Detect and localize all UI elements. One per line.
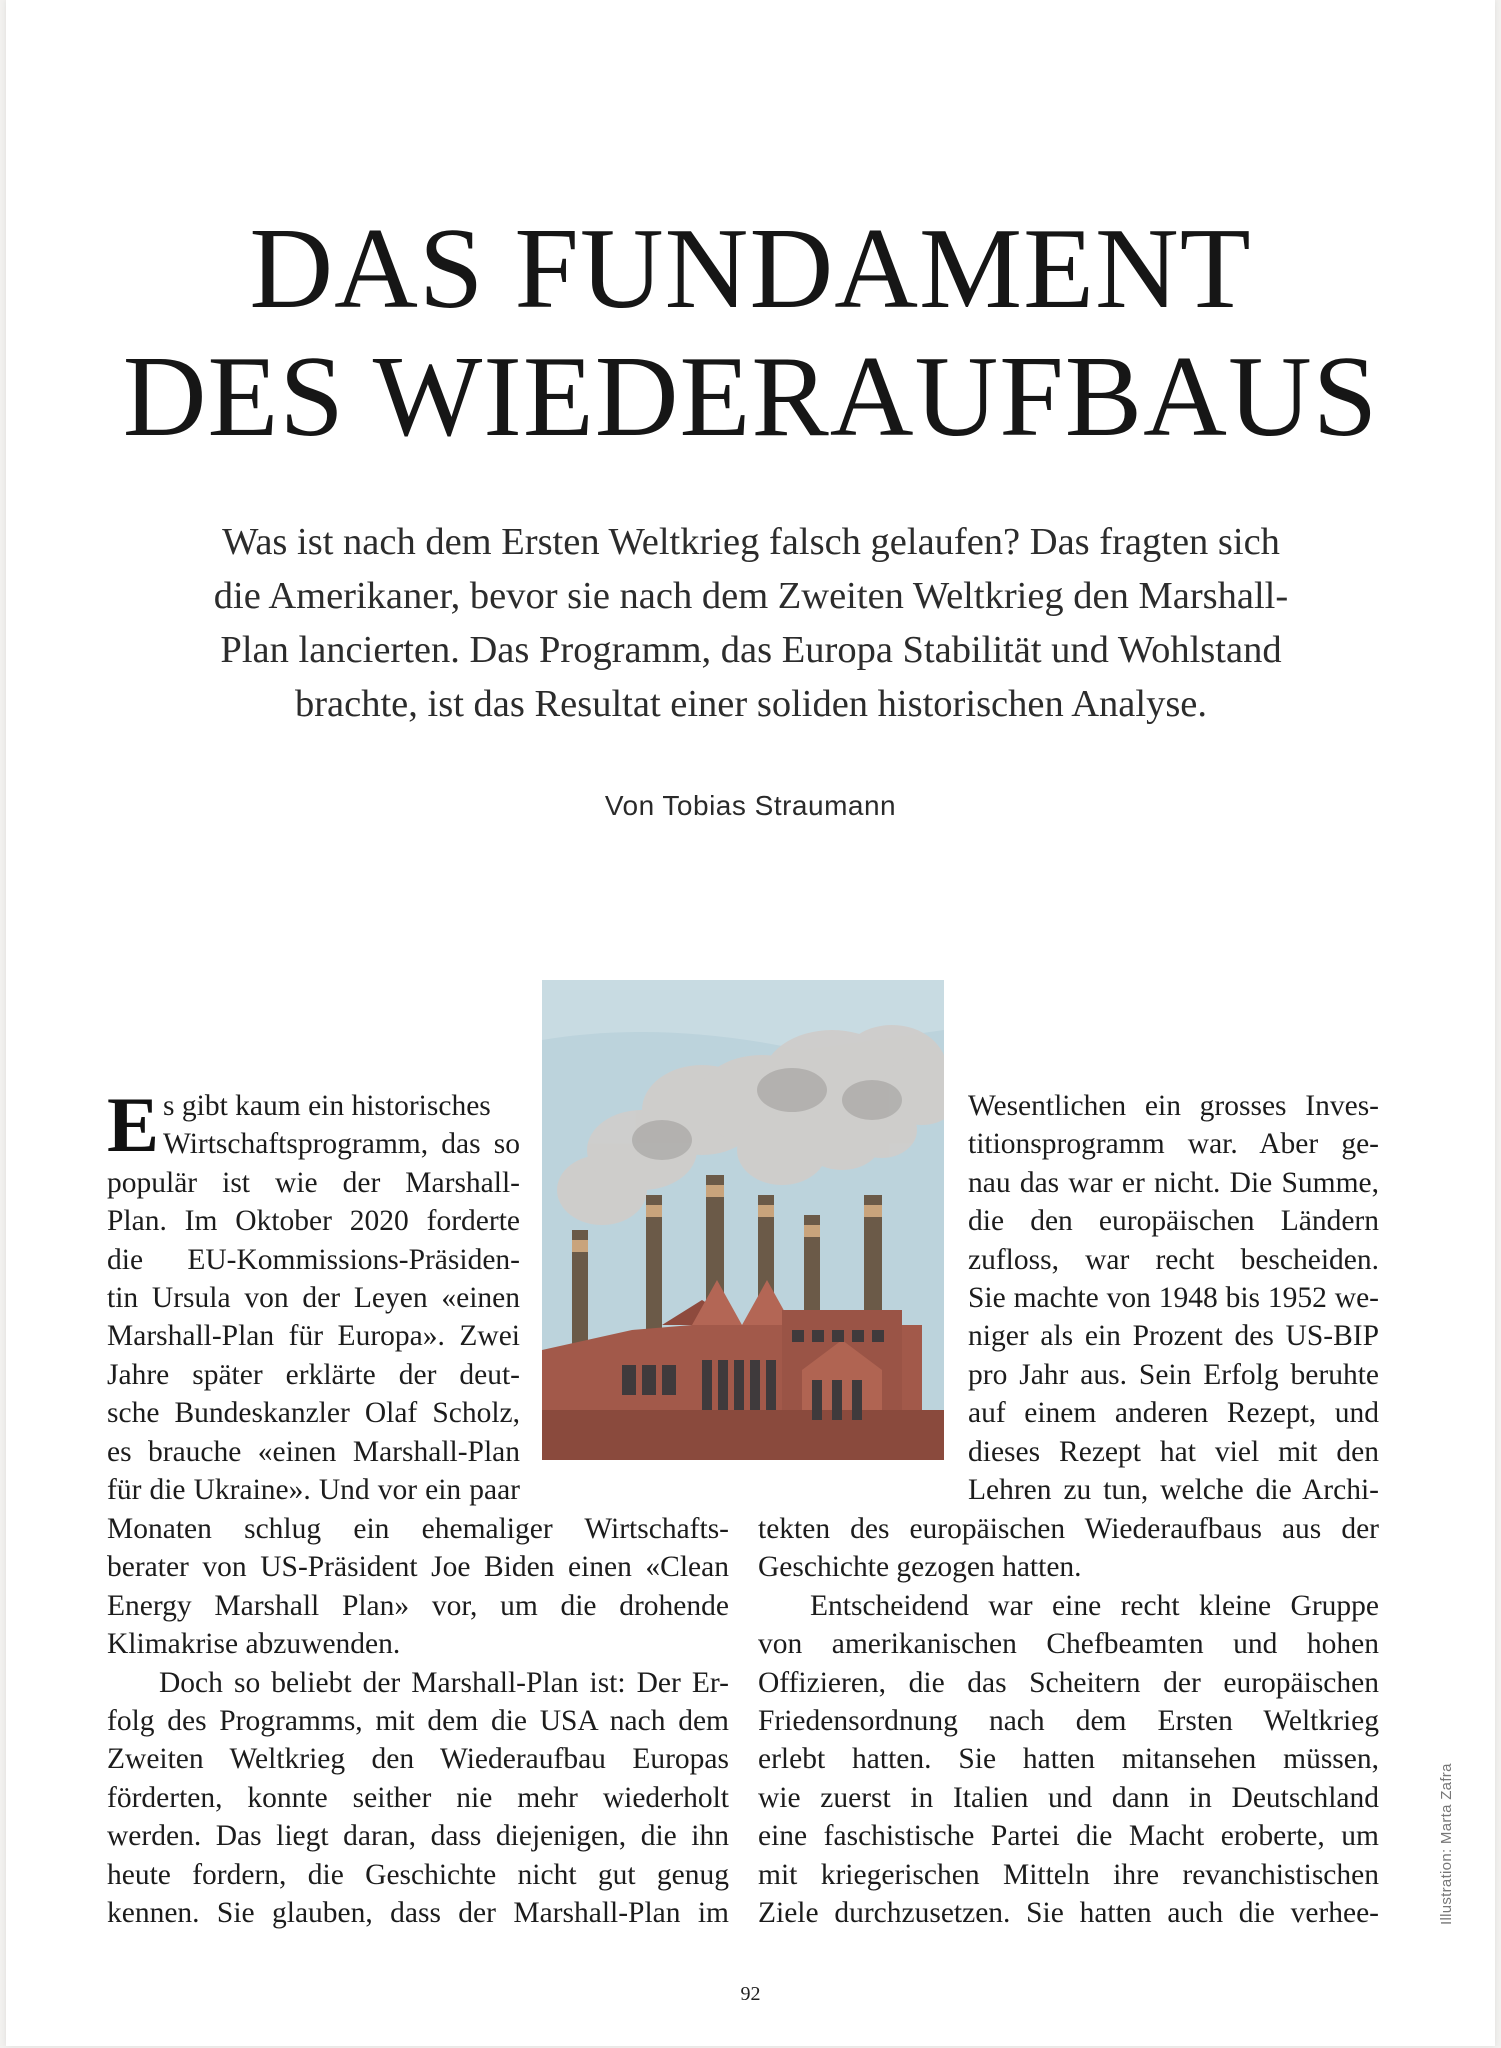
lead-line: Was ist nach dem Ersten Weltkrieg falsch gelaufen? Das fragten sich bbox=[222, 521, 1280, 563]
text-line: erlebt hatten. Sie hatten mitansehen müssen, bbox=[758, 1743, 1379, 1776]
text-line: Jahre später erklärte der deut- bbox=[107, 1358, 520, 1391]
text-line: dieses Rezept hat viel mit den bbox=[968, 1435, 1379, 1468]
magazine-page bbox=[6, 0, 1495, 2046]
text-line: es brauche «einen Marshall-Plan bbox=[107, 1435, 520, 1468]
text-line: titionsprogramm war. Aber ge- bbox=[968, 1128, 1379, 1161]
text-line: Lehren zu tun, welche die Archi- bbox=[968, 1473, 1379, 1506]
column-left-bottom bbox=[107, 1510, 729, 1932]
text-line: werden. Das liegt daran, dass diejenigen, die ihn bbox=[107, 1820, 729, 1853]
text-line: populär ist wie der Marshall- bbox=[107, 1166, 520, 1199]
text-line: Plan. Im Oktober 2020 forderte bbox=[107, 1205, 520, 1238]
text-line: nau das war er nicht. Die Summe, bbox=[968, 1166, 1379, 1199]
text-line: heute fordern, die Geschichte nicht gut genug bbox=[107, 1858, 729, 1891]
text-line: förderten, konnte seither nie mehr wiederholt bbox=[107, 1781, 729, 1814]
article-lead bbox=[186, 515, 1316, 731]
column-right-top bbox=[968, 1087, 1379, 1509]
text-line: mit kriegerischen Mitteln ihre revanchistischen bbox=[758, 1858, 1379, 1891]
text-line: niger als ein Prozent des US-BIP bbox=[968, 1320, 1379, 1353]
text-line: kennen. Sie glauben, dass der Marshall-Plan im bbox=[107, 1896, 729, 1929]
text-line: Zweiten Weltkrieg den Wiederaufbau Europas bbox=[107, 1743, 729, 1776]
lead-line: Plan lancierten. Das Programm, das Europa Stabilität und Wohlstand bbox=[220, 629, 1282, 671]
text-line: Sie machte von 1948 bis 1952 we- bbox=[968, 1281, 1379, 1314]
text-line: die den europäischen Ländern bbox=[968, 1205, 1379, 1238]
text-line: Friedensordnung nach dem Ersten Weltkrieg bbox=[758, 1704, 1379, 1737]
text-line: Offizieren, die das Scheitern der europäischen bbox=[758, 1666, 1379, 1699]
text-line: Ziele durchzusetzen. Sie hatten auch die verhee- bbox=[758, 1896, 1379, 1929]
text-line: wie zuerst in Italien und dann in Deutschland bbox=[758, 1781, 1379, 1814]
text-line: Wirtschaftsprogramm, das so bbox=[163, 1128, 520, 1161]
text-line: berater von US-Präsident Joe Biden einen «Clean bbox=[107, 1551, 729, 1584]
text-line: Entscheidend war eine recht kleine Gruppe bbox=[810, 1589, 1379, 1622]
illustration-credit: Illustration: Marta Zafra bbox=[1438, 1763, 1455, 1925]
text-line: für die Ukraine». Und vor ein paar bbox=[107, 1473, 520, 1506]
text-line: Energy Marshall Plan» vor, um die drohende bbox=[107, 1589, 729, 1622]
text-line: Wesentlichen ein grosses Inves- bbox=[968, 1090, 1379, 1122]
factory-illustration bbox=[542, 980, 944, 1460]
text-line: s gibt kaum ein historisches bbox=[163, 1090, 491, 1122]
article-title bbox=[6, 205, 1495, 461]
text-line: Monaten schlug ein ehemaliger Wirtschafts- bbox=[107, 1513, 729, 1545]
drop-cap: E bbox=[107, 1081, 160, 1168]
text-line: die EU-Kommissions-Präsiden- bbox=[107, 1243, 520, 1276]
text-line: auf einem anderen Rezept, und bbox=[968, 1397, 1379, 1430]
text-line: von amerikanischen Chefbeamten und hohen bbox=[758, 1628, 1379, 1661]
text-line: sche Bundeskanzler Olaf Scholz, bbox=[107, 1397, 520, 1430]
column-right-bottom bbox=[758, 1510, 1379, 1932]
text-line: pro Jahr aus. Sein Erfolg beruhte bbox=[968, 1358, 1379, 1391]
title-line-2: DES WIEDERAUFBAUS bbox=[122, 333, 1379, 461]
text-line: tekten des europäischen Wiederaufbaus aus der bbox=[758, 1513, 1379, 1545]
text-line: folg des Programms, mit dem die USA nach dem bbox=[107, 1704, 729, 1737]
title-line-1: DAS FUNDAMENT bbox=[249, 205, 1252, 333]
text-line: tin Ursula von der Leyen «einen bbox=[107, 1281, 520, 1314]
column-left-top bbox=[107, 1081, 520, 1509]
text-line: Marshall-Plan für Europa». Zwei bbox=[107, 1320, 520, 1353]
page-number: 92 bbox=[740, 1983, 761, 2005]
text-line: eine faschistische Partei die Macht eroberte, um bbox=[758, 1820, 1379, 1853]
text-line: zufloss, war recht bescheiden. bbox=[968, 1243, 1379, 1276]
lead-line: brachte, ist das Resultat einer soliden historischen Analyse. bbox=[294, 683, 1208, 725]
lead-line: die Amerikaner, bevor sie nach dem Zweiten Weltkrieg den Marshall- bbox=[213, 575, 1289, 617]
text-line: Geschichte gezogen hatten. bbox=[758, 1551, 1082, 1584]
byline: Von Tobias Straumann bbox=[604, 790, 897, 821]
text-line: Klimakrise abzuwenden. bbox=[107, 1628, 401, 1661]
text-line: Doch so beliebt der Marshall-Plan ist: Der Er- bbox=[159, 1666, 729, 1699]
